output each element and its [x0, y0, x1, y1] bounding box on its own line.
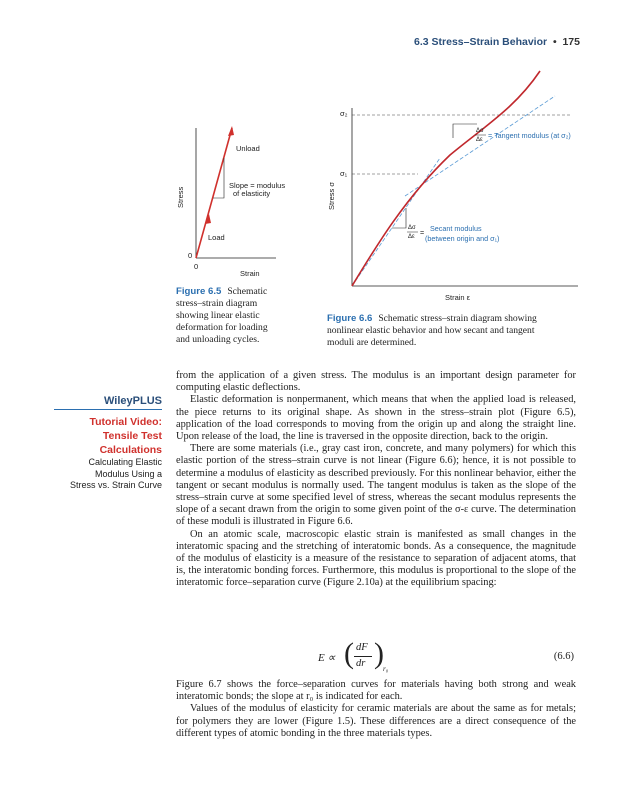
fig65-caption-line-2: stress–strain diagram [176, 298, 258, 309]
eq-lhs: E ∝ [318, 652, 336, 664]
fig66-nonlinear-curve [352, 71, 540, 286]
paragraph-5: Figure 6.7 shows the force–separation curves for materials having both strong and weak interatomic bonds; the slope at r₀ is indicated for each. [176, 679, 576, 703]
fig66-sigma1-label: σ₁ [340, 169, 348, 178]
fig66-y-label: Stress σ [327, 182, 336, 210]
eq-denominator: dr [356, 658, 366, 669]
fig66-secant-label-2: (between origin and σ₁) [425, 234, 500, 243]
paragraph-6: Values of the modulus of elasticity for ceramic materials are about the same as for metals; for polymers they are lower (Figure 1.5). These differences are a direct consequence of the different types of atomic bonding in the three materials types. [176, 703, 576, 739]
eq-paren-left: ( [344, 637, 354, 670]
fig65-slope-label-1: Slope = modulus [229, 181, 286, 190]
paragraph-1: from the application of a given stress. The modulus is an important design parameter for computing elastic deflections. [176, 370, 576, 394]
fig65-x-label: Strain [240, 269, 260, 278]
fig66-caption-line-1: Schematic stress–strain diagram showing [378, 313, 537, 324]
fig65-caption-label: Figure 6.5 [176, 286, 222, 297]
fig65-unload-arrowhead [228, 126, 234, 136]
desc-line-3: Stress vs. Strain Curve [69, 480, 162, 490]
running-header [414, 36, 580, 48]
tutorial-line-2: Tensile Test [102, 430, 162, 442]
figure-6-6-caption [327, 313, 587, 349]
figure-6-6 [320, 98, 585, 308]
fig65-origin-x: 0 [194, 262, 199, 271]
desc-line-2: Modulus Using a [94, 468, 162, 479]
figure-6-5 [168, 118, 286, 283]
fig66-caption-line-3: moduli are determined. [327, 337, 417, 348]
header-separator: • [552, 36, 557, 48]
fig65-origin-y: 0 [188, 251, 193, 260]
fig66-sigma2-label: σ₂ [340, 109, 348, 118]
fig66-tangent-delta-eps: Δε [476, 137, 483, 143]
tutorial-video-link[interactable] [24, 415, 162, 457]
sidebar-wileyplus [24, 395, 162, 492]
fig66-secant-eq: = [420, 228, 425, 237]
fig66-x-label: Strain ε [445, 293, 471, 302]
fig65-caption-line-1: Schematic [227, 286, 268, 297]
fig66-secant-delta-sigma: Δσ [408, 225, 416, 231]
fig66-caption-label: Figure 6.6 [327, 313, 373, 324]
tutorial-line-3: Calculations [99, 444, 162, 456]
fig66-secant-label-1: Secant modulus [430, 224, 482, 233]
fig66-tangent-label: = Tangent modulus (at σ₂) [488, 131, 571, 140]
body-text-lower [176, 679, 576, 740]
fig65-caption-line-3: showing linear elastic [176, 310, 260, 321]
fig65-y-label: Stress [176, 186, 185, 208]
tutorial-description [24, 457, 162, 492]
tutorial-line-1: Tutorial Video: [89, 416, 162, 428]
fig65-slope-label-2: of elasticity [233, 189, 271, 198]
fig66-secant-delta-eps: Δε [408, 234, 415, 240]
sidebar-rule [54, 409, 162, 410]
body-text-upper [176, 370, 576, 590]
fig65-load-label: Load [208, 233, 225, 242]
fig65-caption-line-4: deformation for loading [176, 322, 268, 333]
paragraph-3: There are some materials (i.e., gray cast iron, concrete, and many polymers) for which this elastic portion of the stress–strain curve is not linear (Figure 6.6); hence, it is not possible to determine a modulus of elasticity as described previously. For this nonlinear behavior, either the tangent or secant modulus is normally used. The tangent modulus is taken as the slope of the stress–strain curve at some specified level of stress, whereas the secant modulus represents the slope of a secant drawn from the origin to some given point of the σ-ε curve. The determination of these moduli is illustrated in Figure 6.6. [176, 443, 576, 528]
eq-subscript: r₀ [383, 665, 389, 673]
eq-number: (6.6) [553, 651, 574, 662]
fig66-tangent-line [405, 96, 555, 196]
section-title: 6.3 Stress–Strain Behavior [414, 36, 548, 48]
eq-numerator: dF [356, 642, 368, 653]
fig65-unload-label: Unload [236, 144, 260, 153]
fig66-secant-line [352, 158, 440, 286]
wileyplus-heading: WileyPLUS [104, 395, 162, 407]
fig65-caption-line-5: and unloading cycles. [176, 334, 260, 345]
eq-fraction-bar [354, 656, 372, 657]
fig66-tangent-delta-sigma: Δσ [476, 128, 484, 134]
paragraph-4: On an atomic scale, macroscopic elastic strain is manifested as small changes in the interatomic spacing and the stretching of interatomic bonds. As a consequence, the magnitude of the modulus of elasticity is a measure of the resistance to separation of adjacent atoms, that is, the interatomic bonding forces. Furthermore, this modulus is proportional to the slope of the interatomic force–separation curve (Figure 2.10a) at the equilibrium spacing: [176, 528, 576, 589]
desc-line-1: Calculating Elastic [88, 457, 162, 467]
paragraph-2: Elastic deformation is nonpermanent, which means that when the applied load is released, the piece returns to its original shape. As shown in the stress–strain plot (Figure 6.5), application of the load corresponds to moving from the origin up and along the straight line. Upon release of the load, the line is traversed in the opposite direction, back to the origin. [176, 394, 576, 443]
eq-paren-right: ) [374, 637, 384, 670]
equation-6-6 [176, 639, 576, 675]
fig66-caption-line-2: nonlinear elastic behavior and how secant and tangent [327, 325, 535, 336]
figure-6-5-caption [176, 286, 316, 346]
page-number: 175 [562, 36, 580, 48]
